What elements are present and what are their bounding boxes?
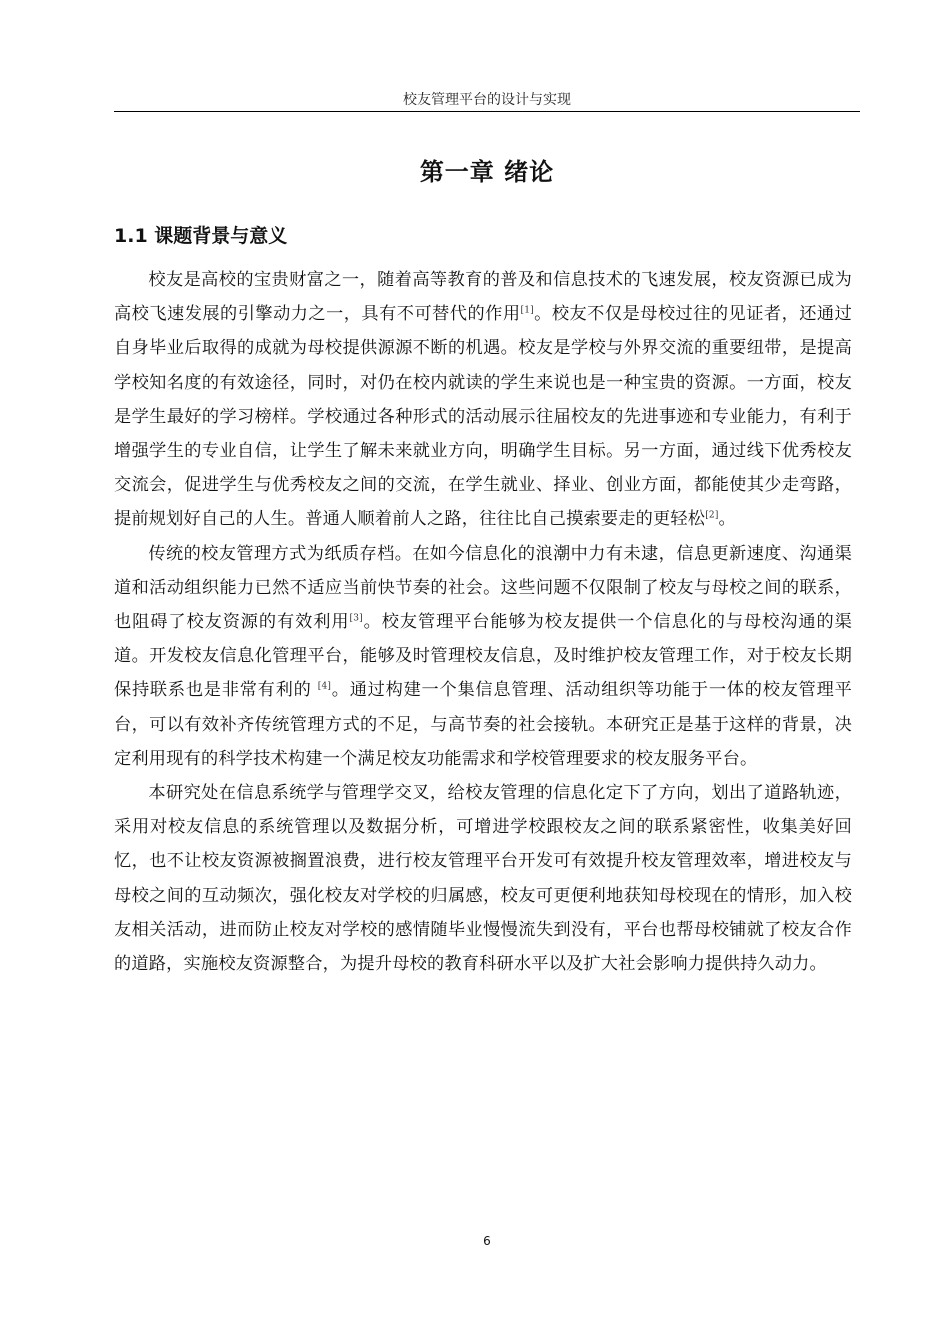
header-rule [114, 111, 860, 112]
paragraph-1 [114, 263, 852, 537]
citation-3: [3] [349, 613, 363, 624]
paragraph-3 [114, 776, 852, 981]
text-run: 。校友管理平台能够为校友提供一个信息化的与母校沟通的渠道。开发校友信息化管理平台，能够及时管理校友信息，及时维护校友管理工作，对于校友长期保持联系也是非常有利的 [114, 612, 852, 701]
citation-2: [2] [705, 510, 719, 521]
body-text [114, 263, 852, 981]
text-run: 。 [718, 509, 736, 530]
text-run: 。通过构建一个集信息管理、活动组织等功能于一体的校友管理平台，可以有效补齐传统管理方式的不足，与高节奏的社会接轨。本研究正是基于这样的背景，决定利用现有的科学技术构建一个满足校友功能需求和学校管理要求的校友服务平台。 [114, 680, 852, 769]
text-run: 传统的校友管理方式为纸质存档。在如今信息化的浪潮中力有未逮，信息更新速度、沟通渠道和活动组织能力已然不适应当前快节奏的社会。这些问题不仅限制了校友与母校之间的联系，也阻碍了校友资源的有效利用 [114, 543, 852, 633]
chapter-title: 第一章 绪论 [419, 158, 555, 186]
running-header: 校友管理平台的设计与实现 [403, 92, 571, 108]
page-number: 6 [483, 1234, 491, 1248]
paragraph-2 [114, 537, 852, 776]
citation-4: [4] [317, 681, 332, 692]
text-run: 校友是高校的宝贵财富之一，随着高等教育的普及和信息技术的飞速发展，校友资源已成为高校飞速发展的引擎动力之一，具有不可替代的作用 [114, 270, 852, 325]
text-run: 。校友不仅是母校过往的见证者，还通过自身毕业后取得的成就为母校提供源源不断的机遇。校友是学校与外界交流的重要纽带，是提高学校知名度的有效途径，同时，对仍在校内就读的学生来说也是一种宝贵的资源。一方面，校友是学生最好的学习榜样。学校通过各种形式的活动展示往届校友的先进事迹和专业能力，有利于增强学生的专业自信，让学生了解未来就业方向，明确学生目标。另一方面，通过线下优秀校友交流会，促进学生与优秀校友之间的交流，在学生就业、择业、创业方面，都能使其少走弯路，提前规划好自己的人生。普通人顺着前人之路，往往比自己摸索要走的更轻松 [114, 304, 852, 530]
text-run: 本研究处在信息系统学与管理学交叉，给校友管理的信息化定下了方向，划出了道路轨迹，采用对校友信息的系统管理以及数据分析，可增进学校跟校友之间的联系紧密性，收集美好回忆，也不让校友资源被搁置浪费，进行校友管理平台开发可有效提升校友管理效率，增进校友与母校之间的互动频次，强化校友对学校的归属感，校友可更便利地获知母校现在的情形，加入校友相关活动，进而防止校友对学校的感情随毕业慢慢流失到没有，平台也帮母校铺就了校友合作的道路，实施校友资源整合，为提升母校的教育科研水平以及扩大社会影响力提供持久动力。 [114, 783, 852, 975]
section-title: 1.1 课题背景与意义 [114, 225, 288, 247]
citation-1: [1] [520, 305, 534, 316]
